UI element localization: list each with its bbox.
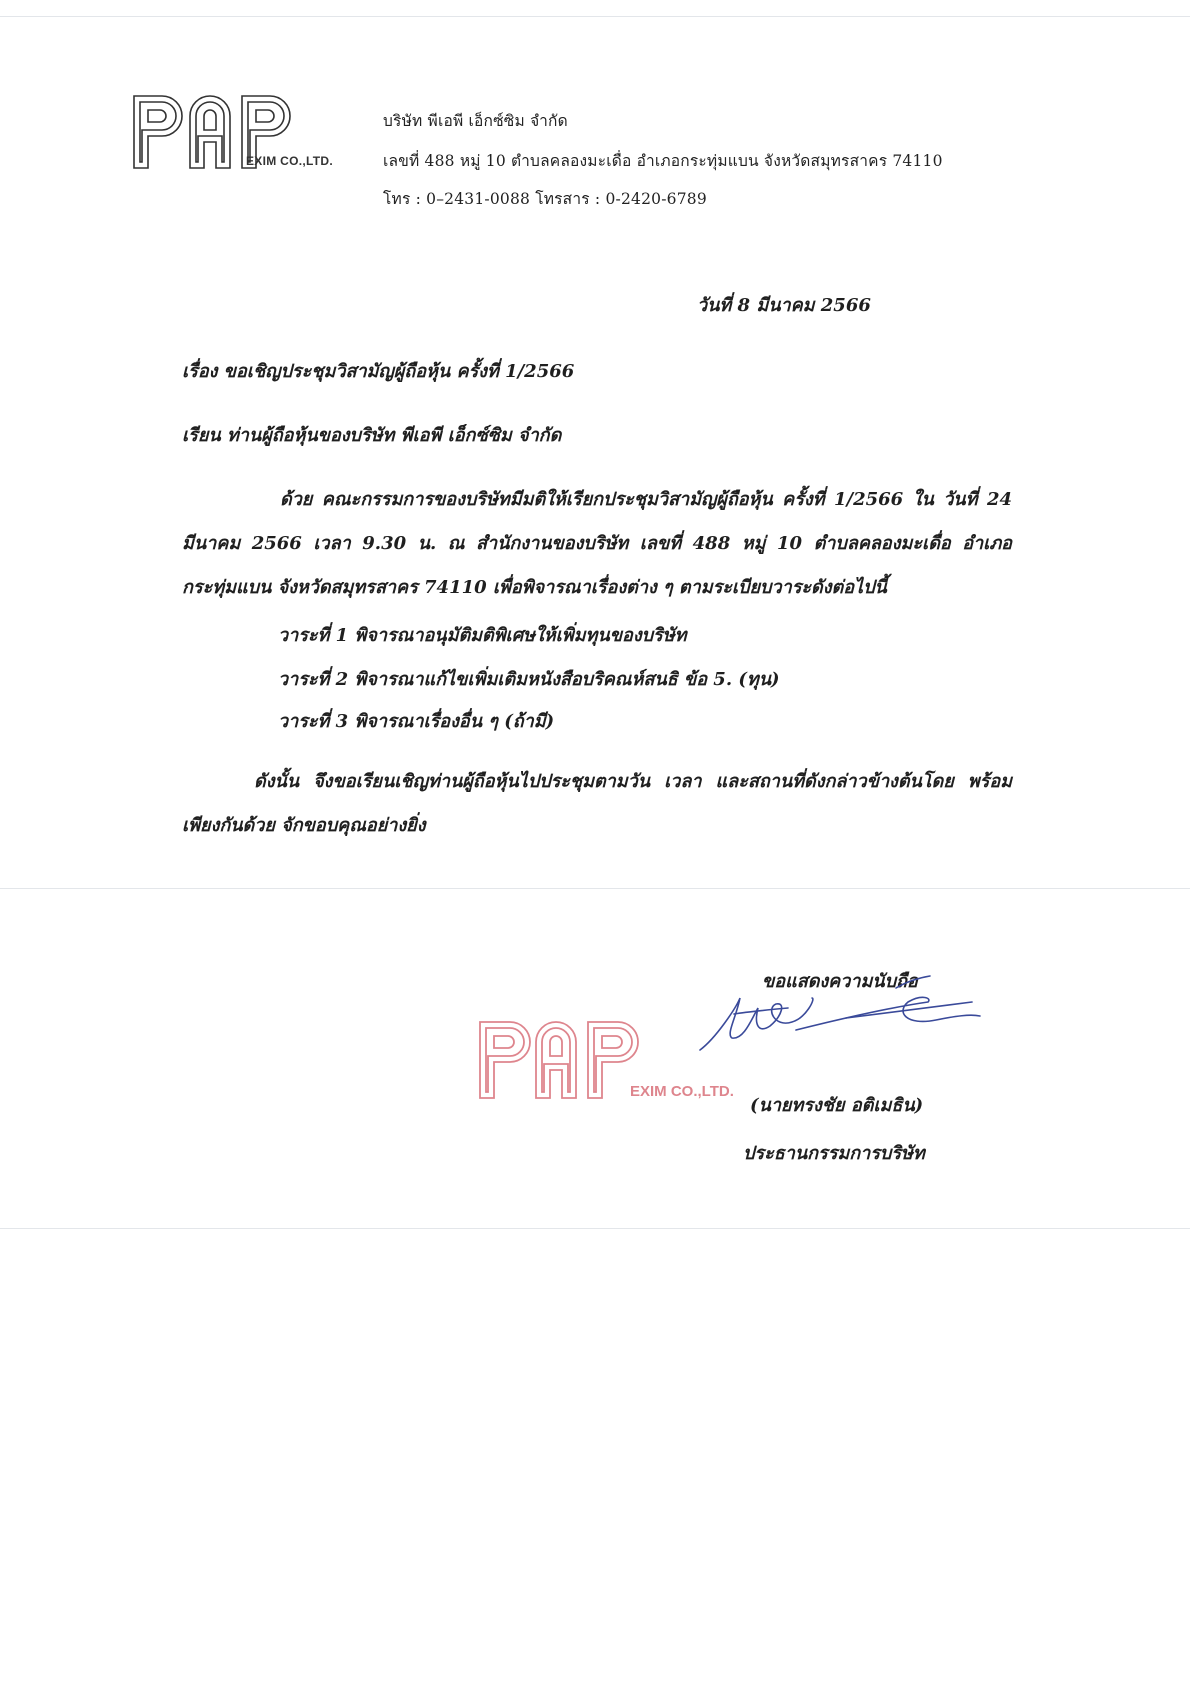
signer-title: ประธานกรรมการบริษัท: [743, 1143, 925, 1164]
logo-subtitle: EXIM CO.,LTD.: [246, 154, 334, 168]
handwritten-signature: [696, 968, 996, 1058]
letter-salutation: เรียน ท่านผู้ถือหุ้นของบริษัท พีเอพี เอ็กซ์ซิม จำกัด: [182, 425, 562, 446]
signer-name: (นายทรงชัย อติเมธิน): [750, 1095, 924, 1116]
scan-line-middle: [0, 888, 1190, 889]
body-paragraph-1: [182, 478, 1012, 610]
scan-line-lower: [0, 1228, 1190, 1229]
company-address: เลขที่ 488 หมู่ 10 ตำบลคลองมะเดื่อ อำเภอกระทุ่มแบน จังหวัดสมุทรสาคร 74110: [383, 152, 943, 170]
agenda-item-3: วาระที่ 3 พิจารณาเรื่องอื่น ๆ (ถ้ามี): [278, 711, 555, 732]
letter-date: วันที่ 8 มีนาคม 2566: [697, 295, 871, 316]
letter-subject: เรื่อง ขอเชิญประชุมวิสามัญผู้ถือหุ้น ครั้งที่ 1/2566: [182, 361, 575, 382]
body-paragraph-1-text: ด้วย คณะกรรมการของบริษัทมีมติให้เรียกประชุมวิสามัญผู้ถือหุ้น ครั้งที่ 1/2566 ใน วันที่ 24 มีนาคม 2566 เวลา 9.30 น. ณ สำนักงานของบริษัท เลขที่ 488 หมู่ 10 ตำบลคลองมะเดื่อ อำเภอกระทุ่มแบน จังหวัดสมุทรสาคร 74110 เพื่อพิจารณาเรื่องต่าง ๆ ตามระเบียบวาระดังต่อไปนี้: [182, 489, 1012, 598]
body-paragraph-2-text: ดังนั้น จึงขอเรียนเชิญท่านผู้ถือหุ้นไปประชุมตามวัน เวลา และสถานที่ดังกล่าวข้างต้นโดย พร้อมเพียงกันด้วย จักขอบคุณอย่างยิ่ง: [182, 771, 1012, 836]
closing-phrase: ขอแสดงความนับถือ: [762, 971, 918, 992]
body-paragraph-2: [182, 760, 1012, 848]
agenda-item-2: วาระที่ 2 พิจารณาแก้ไขเพิ่มเติมหนังสือบริคณห์สนธิ ข้อ 5. (ทุน): [278, 669, 780, 690]
agenda-item-1: วาระที่ 1 พิจารณาอนุมัติมติพิเศษให้เพิ่มทุนของบริษัท: [278, 625, 687, 646]
stamp-subtitle: EXIM CO.,LTD.: [630, 1083, 734, 1100]
company-contact: โทร : 0–2431-0088 โทรสาร : 0-2420-6789: [383, 190, 707, 208]
scan-line-top: [0, 16, 1190, 17]
company-name: บริษัท พีเอพี เอ็กซ์ซิม จำกัด: [383, 112, 568, 130]
